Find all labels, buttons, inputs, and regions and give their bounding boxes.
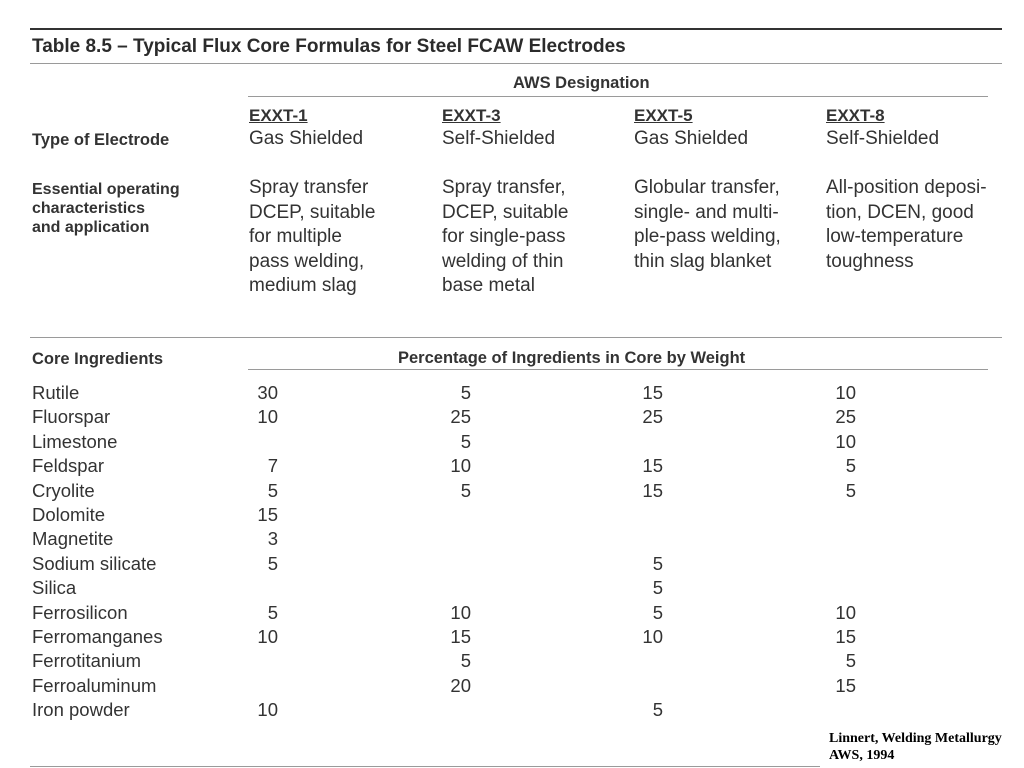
ingredient-name: Ferroaluminum [32,674,157,696]
ingredient-percentage: 15 [835,626,856,647]
aws-rule [248,96,988,97]
ingredient-name: Limestone [32,430,118,452]
ingredient-percentage: 25 [450,406,471,428]
ingredient-name: Dolomite [32,504,105,525]
ingredient-percentage: 15 [835,674,856,696]
ingredient-percentage: 5 [460,479,471,501]
ingredient-percentage: 15 [642,455,663,477]
ingredient-percentage: 25 [835,406,856,428]
ingredient-percentage: 5 [460,650,471,672]
electrode-type: Self-Shielded [826,128,940,149]
ingredient-percentage: 5 [460,382,471,403]
electrode-description: All-position deposi- tion, DCEN, good low-temperature toughness [826,177,987,272]
ingredient-name: Rutile [32,382,80,403]
title-rule [30,63,1002,64]
ingredient-percentage: 10 [835,430,856,452]
ingredient-percentage: 15 [450,626,471,647]
electrode-code-exxt-1: EXXT-1 [249,106,308,125]
electrode-code-exxt-8: EXXT-8 [826,106,885,125]
ingredient-percentage: 10 [642,626,663,647]
ingredient-name: Cryolite [32,479,95,501]
credit-line: Linnert, Welding Metallurgy [829,731,1002,746]
electrode-description: Spray transfer, DCEP, suitable for single-pass welding of thin base metal [442,177,569,296]
ingredient-percentage: 3 [267,528,278,550]
ingredient-percentage: 10 [450,455,471,477]
ingredient-name: Fluorspar [32,406,111,428]
char-label-line: characteristics [32,200,145,217]
ingredient-percentage: 5 [845,650,856,672]
ingredient-percentage: 5 [652,699,663,721]
ingredient-name: Ferromanganes [32,626,163,647]
table-title: Table 8.5 – Typical Flux Core Formulas for Steel FCAW Electrodes [32,36,626,57]
ingredient-percentage: 10 [835,382,856,403]
ingredient-percentage: 25 [642,406,663,428]
electrode-description: Spray transfer DCEP, suitable for multiple pass welding, medium slag [249,177,376,296]
ingredient-name: Feldspar [32,455,104,477]
electrode-code-exxt-3: EXXT-3 [442,106,501,125]
ingredient-name: Iron powder [32,699,130,721]
ingredient-percentage: 7 [267,455,278,477]
ingredient-percentage: 5 [652,601,663,623]
ingredient-name: Magnetite [32,528,114,550]
ingredient-name: Silica [32,577,77,599]
aws-designation-heading: AWS Designation [513,74,650,92]
bottom-rule [30,766,820,767]
ingredient-percentage: 5 [267,601,278,623]
ingredient-percentage: 10 [257,406,278,428]
char-label-line: Essential operating [32,181,180,198]
source-credit [829,730,1002,764]
ingredient-percentage: 10 [450,601,471,623]
electrode-type: Gas Shielded [249,128,364,149]
ingredient-percentage: 5 [652,552,663,574]
essential-characteristics-label [32,180,180,237]
ingredient-percentage: 30 [257,382,278,403]
ingredient-percentage: 5 [652,577,663,599]
ingredient-percentage: 5 [845,455,856,477]
pct-rule [248,369,988,370]
ingredient-percentage: 5 [267,552,278,574]
electrode-description: Globular transfer, single- and multi- ple-pass welding, thin slag blanket [634,177,781,272]
ingredient-percentage: 15 [642,479,663,501]
ingredient-percentage: 15 [257,504,278,525]
ingredient-name: Sodium silicate [32,552,157,574]
ingredient-percentage: 10 [257,626,278,647]
percentage-heading: Percentage of Ingredients in Core by Weight [398,349,746,367]
core-ingredients-label: Core Ingredients [32,350,164,368]
type-of-electrode-label: Type of Electrode [32,131,170,149]
credit-line: AWS, 1994 [829,748,895,763]
ingredient-percentage: 5 [267,479,278,501]
char-label-line: and application [32,219,150,236]
ingredient-percentage: 15 [642,382,663,403]
electrode-type: Gas Shielded [634,128,749,149]
ingredient-name: Ferrosilicon [32,601,128,623]
section-rule [30,337,1002,338]
top-rule [30,28,1002,30]
ingredient-percentage: 20 [450,674,471,696]
ingredient-percentage: 5 [845,479,856,501]
electrode-type: Self-Shielded [442,128,556,149]
electrode-code-exxt-5: EXXT-5 [634,106,693,125]
ingredient-percentage: 10 [835,601,856,623]
ingredient-percentage: 5 [460,430,471,452]
ingredient-name: Ferrotitanium [32,650,141,672]
ingredient-percentage: 10 [257,699,278,721]
